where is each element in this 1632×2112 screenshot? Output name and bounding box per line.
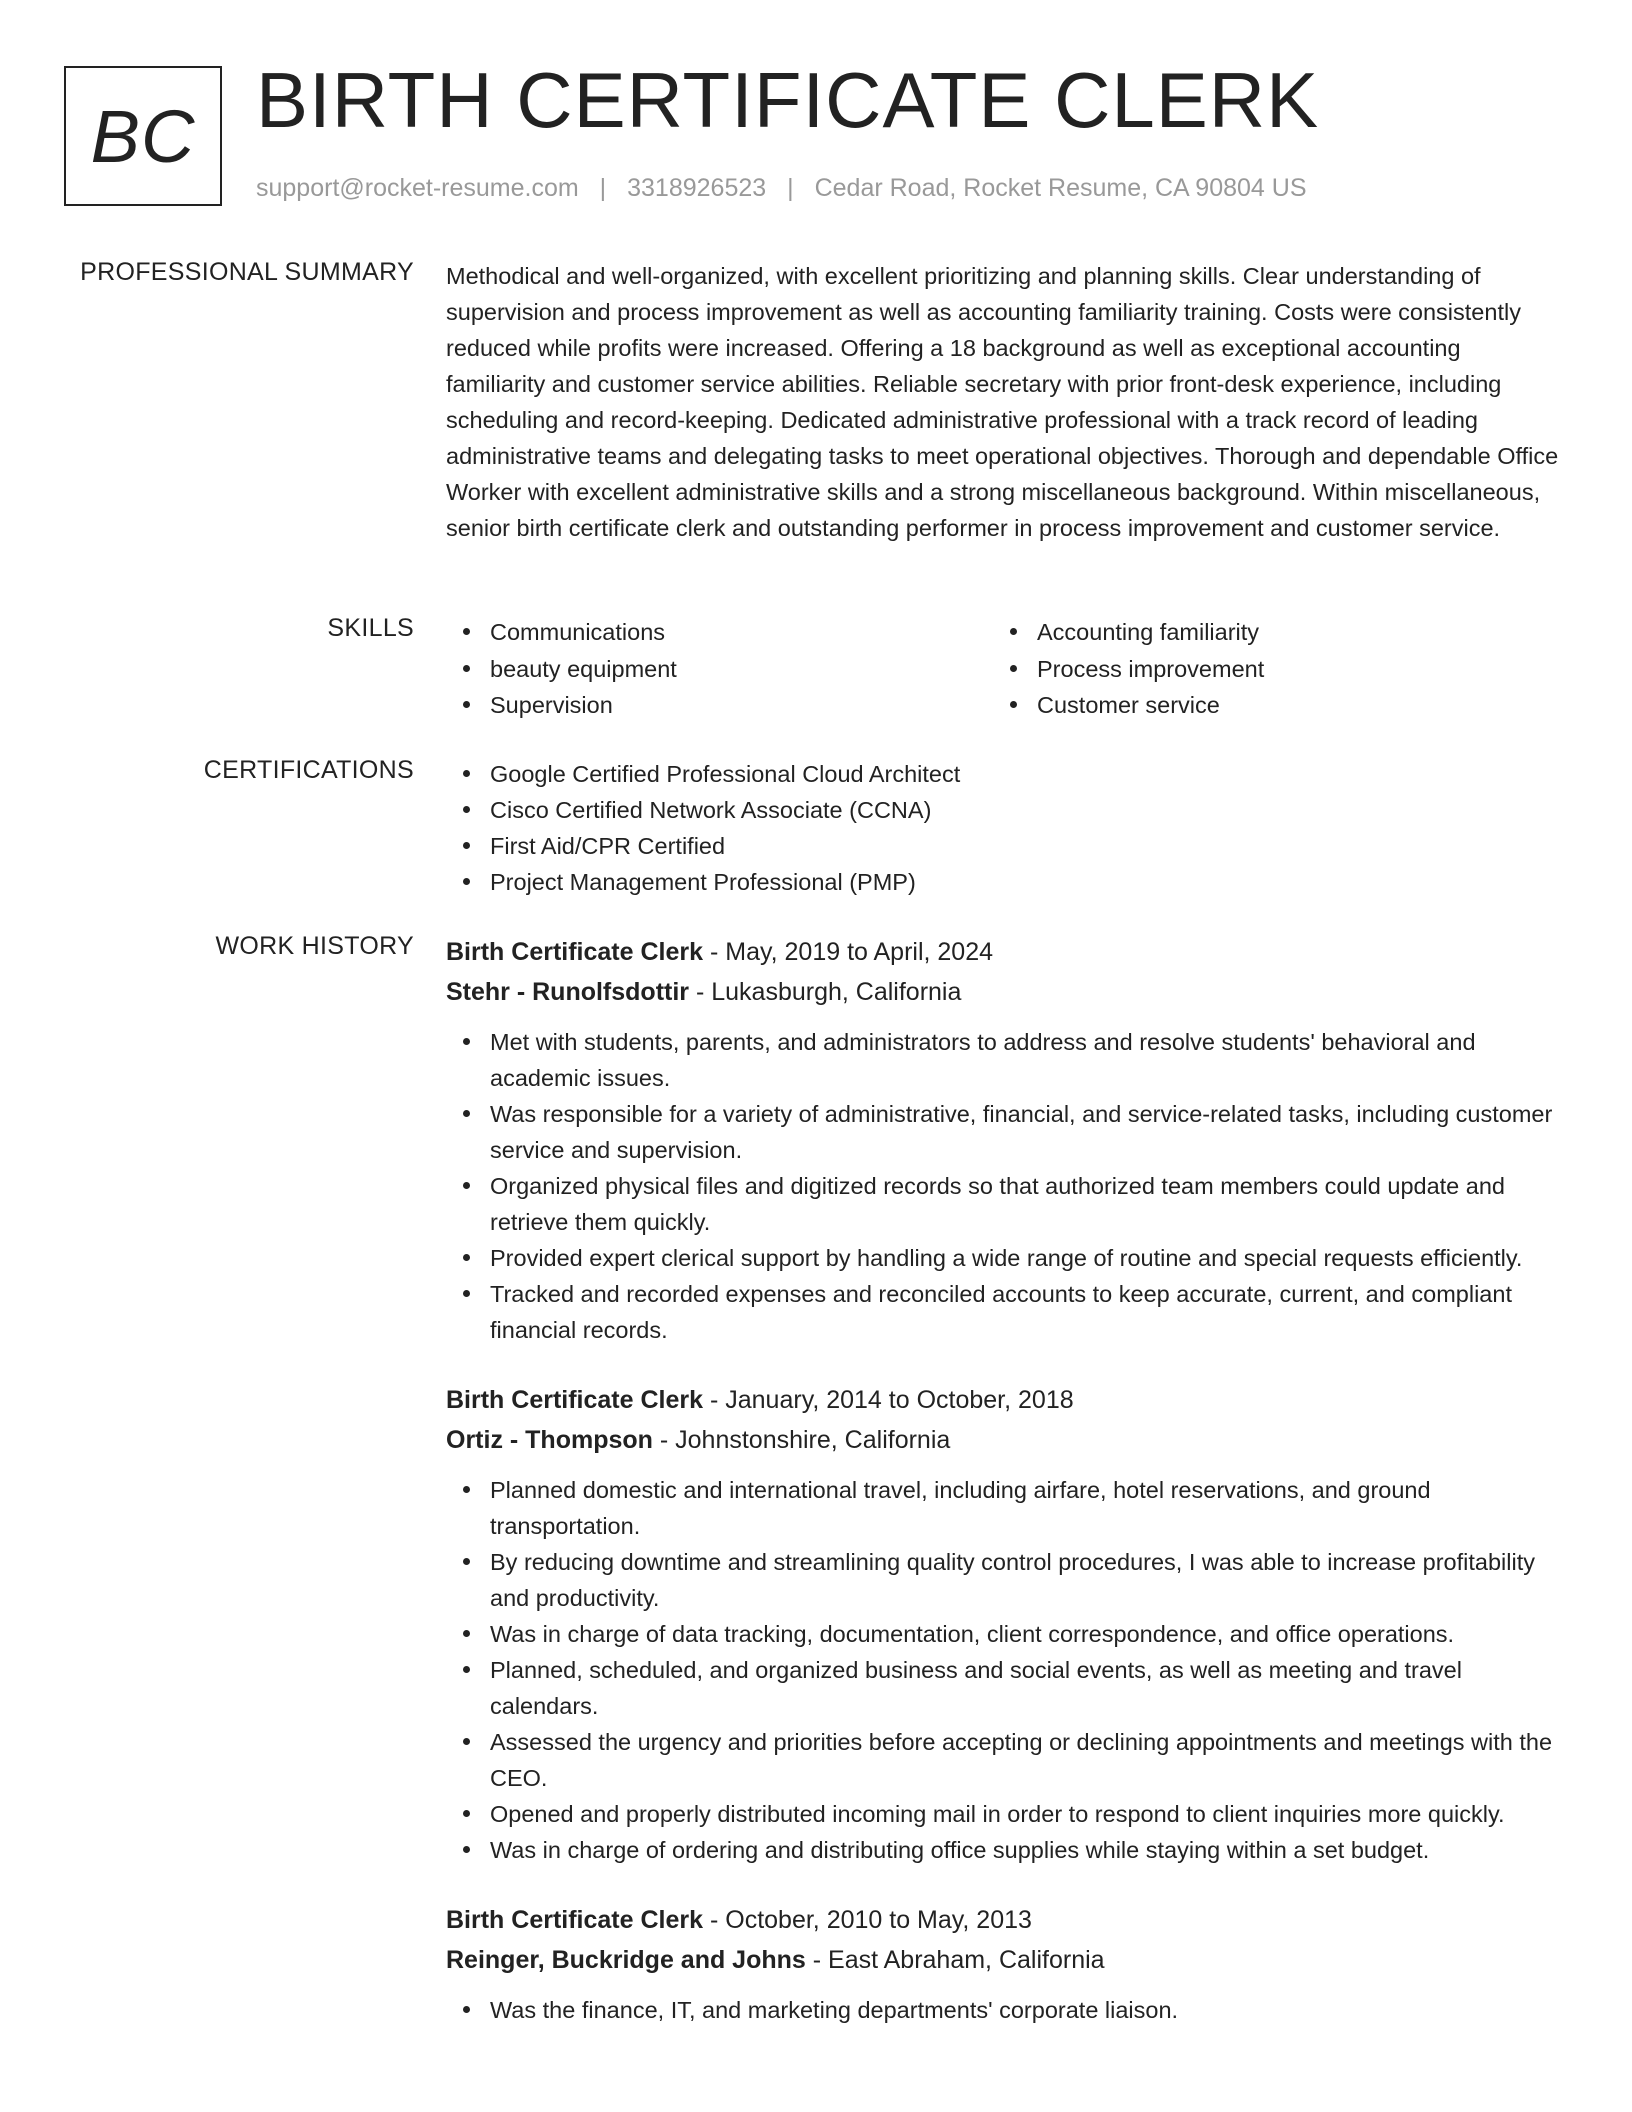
- job-bullet: Assessed the urgency and priorities before accepting or declining appointments and meetings with the CEO.: [446, 1724, 1561, 1796]
- job-bullets: [446, 1472, 1561, 1868]
- summary-body: [446, 258, 1561, 546]
- job-role: Birth Certificate Clerk: [446, 1386, 704, 1414]
- candidate-title: BIRTH CERTIFICATE CLERK: [256, 56, 1320, 144]
- skills-list: [446, 614, 1561, 724]
- certification-item: Project Management Professional (PMP): [446, 864, 1561, 900]
- certifications-body: [446, 756, 1561, 900]
- job-bullets: [446, 1024, 1561, 1348]
- skills-heading: SKILLS: [327, 614, 414, 642]
- job-dates: - May, 2019 to April, 2024: [703, 938, 994, 966]
- monogram-box: [64, 66, 222, 206]
- job-bullet: Was the finance, IT, and marketing departments' corporate liaison.: [446, 1992, 1561, 2028]
- job-bullet: Was in charge of ordering and distributing office supplies while staying within a set budget.: [446, 1832, 1561, 1868]
- job-company-line: [446, 1940, 1561, 1980]
- job-bullets: [446, 1992, 1561, 2028]
- job-title-line: [446, 1900, 1561, 1940]
- job-entry: [446, 1380, 1561, 1868]
- contact-email[interactable]: support@rocket-resume.com: [256, 174, 579, 202]
- skill-item: Communications: [446, 614, 993, 651]
- job-bullet: Organized physical files and digitized records so that authorized team members could update and retrieve them quickly.: [446, 1168, 1561, 1240]
- job-company-line: [446, 972, 1561, 1012]
- job-bullet: Planned domestic and international travel, including airfare, hotel reservations, and ground transportation.: [446, 1472, 1561, 1544]
- contact-phone[interactable]: 3318926523: [627, 174, 767, 202]
- contact-separator: |: [599, 174, 607, 202]
- job-bullet: Opened and properly distributed incoming mail in order to respond to client inquiries more quickly.: [446, 1796, 1561, 1832]
- contact-line: [256, 174, 1307, 203]
- skill-item: Customer service: [993, 687, 1540, 724]
- certification-item: Cisco Certified Network Associate (CCNA): [446, 792, 1561, 828]
- job-location: - Johnstonshire, California: [652, 1426, 951, 1454]
- skill-item: Supervision: [446, 687, 993, 724]
- job-entry: [446, 1900, 1561, 2028]
- certifications-heading: CERTIFICATIONS: [203, 756, 414, 784]
- job-dates: - October, 2010 to May, 2013: [703, 1906, 1032, 1934]
- job-bullet: Met with students, parents, and administrators to address and resolve students' behavioral and academic issues.: [446, 1024, 1561, 1096]
- job-location: - Lukasburgh, California: [689, 978, 962, 1006]
- job-company: Reinger, Buckridge and Johns: [446, 1946, 806, 1974]
- job-title-line: [446, 1380, 1561, 1420]
- job-location: - East Abraham, California: [805, 1946, 1105, 1974]
- work-history-body: [446, 932, 1561, 2060]
- job-bullet: Planned, scheduled, and organized business and social events, as well as meeting and travel calendars.: [446, 1652, 1561, 1724]
- job-bullet: By reducing downtime and streamlining quality control procedures, I was able to increase profitability and productivity.: [446, 1544, 1561, 1616]
- skills-body: [446, 614, 1561, 724]
- job-entry: [446, 932, 1561, 1348]
- contact-address: Cedar Road, Rocket Resume, CA 90804 US: [814, 174, 1307, 202]
- contact-separator: |: [787, 174, 794, 202]
- summary-heading: PROFESSIONAL SUMMARY: [80, 258, 414, 286]
- skill-item: Accounting familiarity: [993, 614, 1540, 651]
- job-bullet: Was in charge of data tracking, documentation, client correspondence, and office operations.: [446, 1616, 1561, 1652]
- job-company-line: [446, 1420, 1561, 1460]
- certification-item: First Aid/CPR Certified: [446, 828, 1561, 864]
- job-company: Stehr - Runolfsdottir: [446, 978, 690, 1006]
- job-dates: - January, 2014 to October, 2018: [703, 1386, 1074, 1414]
- certification-item: Google Certified Professional Cloud Architect: [446, 756, 1561, 792]
- skill-item: Process improvement: [993, 651, 1540, 688]
- certifications-list: [446, 756, 1561, 900]
- job-company: Ortiz - Thompson: [446, 1426, 653, 1454]
- job-role: Birth Certificate Clerk: [446, 938, 704, 966]
- job-bullet: Provided expert clerical support by handling a wide range of routine and special requests efficiently.: [446, 1240, 1561, 1276]
- summary-text: Methodical and well-organized, with excellent prioritizing and planning skills. Clear understanding of supervision and process improvement as well as accounting familiarity training. Costs were consistently reduced while profits were increased. Offering a 18 background as well as exceptional accounting familiarity and customer service abilities. Reliable secretary with prior front-desk experience, including scheduling and record-keeping. Dedicated administrative professional with a track record of leading administrative teams and delegating tasks to meet operational objectives. Thorough and dependable Office Worker with excellent administrative skills and a strong miscellaneous background. Within miscellaneous, senior birth certificate clerk and outstanding performer in process improvement and customer service.: [446, 263, 1559, 541]
- job-bullet: Was responsible for a variety of administrative, financial, and service-related tasks, including customer service and supervision.: [446, 1096, 1561, 1168]
- job-role: Birth Certificate Clerk: [446, 1906, 704, 1934]
- job-bullet: Tracked and recorded expenses and reconciled accounts to keep accurate, current, and compliant financial records.: [446, 1276, 1561, 1348]
- skill-item: beauty equipment: [446, 651, 993, 688]
- work-history-heading: WORK HISTORY: [215, 932, 414, 960]
- monogram-initials: BC: [90, 94, 196, 178]
- job-title-line: [446, 932, 1561, 972]
